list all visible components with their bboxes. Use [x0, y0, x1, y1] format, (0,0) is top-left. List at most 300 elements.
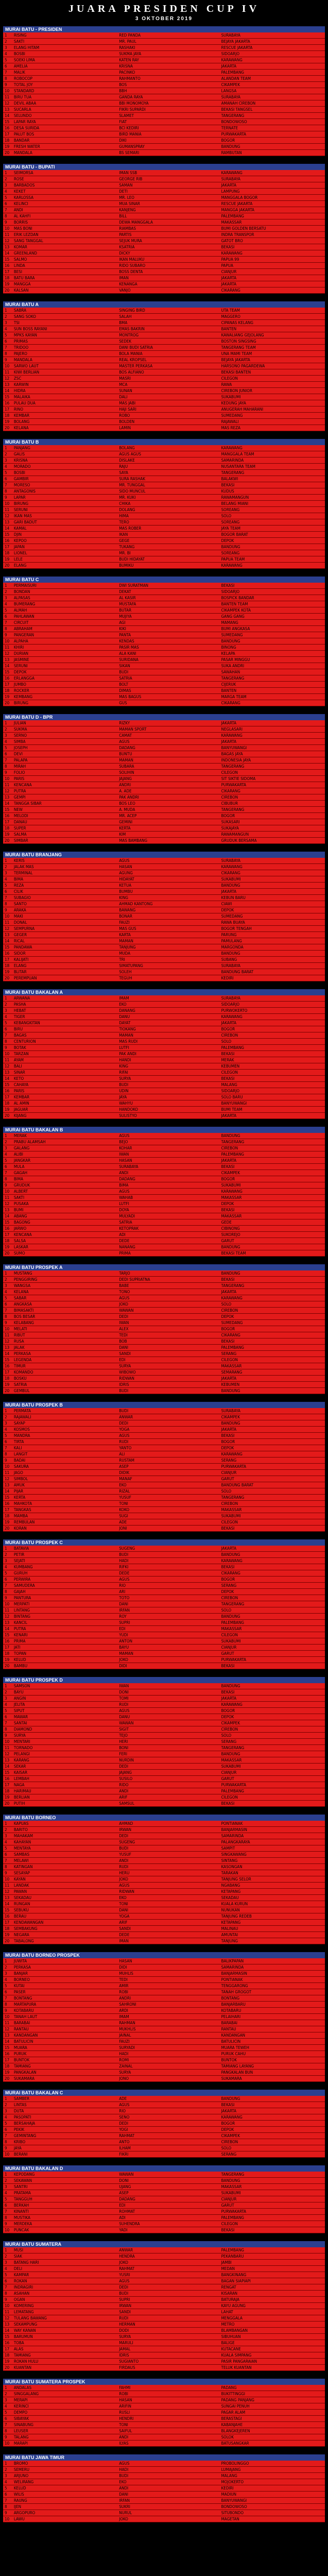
rank-cell: 4	[3, 2266, 12, 2272]
table-row	[3, 1158, 325, 1164]
bird-name-cell: KELUD	[12, 2485, 117, 2492]
team-cell: MARGONDA	[220, 944, 325, 951]
bird-name-cell: LIONEL	[12, 550, 117, 556]
bird-name-cell: KEMBAR	[12, 1094, 117, 1100]
bird-name-cell: LEGENDA	[12, 1357, 117, 1363]
team-cell: GARUT	[220, 1476, 325, 1482]
owner-cell: EDI	[117, 1626, 219, 1632]
team-cell: SUKOREJO	[220, 1232, 325, 1238]
owner-cell: KENDAS	[117, 638, 219, 645]
team-cell: NUSANTARA TEAM	[220, 464, 325, 470]
table-row	[3, 745, 325, 751]
table-row	[3, 1376, 325, 1382]
bird-name-cell: ARGOPURO	[12, 2510, 117, 2516]
team-cell: BANDUNG	[220, 544, 325, 550]
table-row	[3, 951, 325, 957]
bird-name-cell: SAMUDERA	[12, 1583, 117, 1589]
bird-name-cell: BANDAR	[12, 138, 117, 144]
rank-cell: 9	[3, 1870, 12, 1876]
table-row	[3, 589, 325, 595]
table-row	[3, 250, 325, 257]
rank-cell: 11	[3, 94, 12, 100]
bird-name-cell: MUARA	[12, 2045, 117, 2051]
section-title: MURAI BATU SUMATERA PROSPEK	[3, 2378, 325, 2385]
table-row	[3, 1513, 325, 1519]
bird-name-cell: MELATI	[12, 1326, 117, 1332]
rank-cell: 19	[3, 1657, 12, 1663]
table-row	[3, 1751, 325, 1757]
team-cell: CIREBON	[220, 1726, 325, 1733]
rank-cell: 19	[3, 1244, 12, 1250]
team-cell: JAKARTA	[220, 1427, 325, 1433]
bird-name-cell: MORESO	[12, 482, 117, 488]
bird-name-cell: KINANTI	[12, 2209, 117, 2215]
bird-name-cell: PAJERO	[12, 351, 117, 357]
table-row	[3, 1626, 325, 1632]
team-cell: BANTEN	[220, 688, 325, 694]
table-row	[3, 1433, 325, 1439]
rank-cell: 16	[3, 1913, 12, 1920]
team-cell: CILEGON	[220, 376, 325, 382]
bird-name-cell: SANTO	[12, 901, 117, 907]
table-row	[3, 963, 325, 969]
bird-name-cell: MANDALA	[12, 150, 117, 156]
bird-name-cell: SUMO	[12, 1250, 117, 1257]
bird-name-cell: CILIK	[12, 889, 117, 895]
bird-name-cell: DEVIL ABAA	[12, 100, 117, 107]
table-row	[3, 1420, 325, 1427]
bird-name-cell: MANDALA	[12, 357, 117, 363]
rank-cell: 8	[3, 901, 12, 907]
team-cell: CIKAMPEK	[220, 1170, 325, 1176]
table-row	[3, 182, 325, 189]
team-cell: KARAWANG	[220, 1189, 325, 1195]
bird-name-cell: PANGERAN	[12, 632, 117, 638]
bird-name-cell: SIDOR	[12, 951, 117, 957]
bird-name-cell: SEKAR	[12, 1764, 117, 1770]
table-row	[3, 1351, 325, 1357]
table-row	[3, 345, 325, 351]
table-row	[3, 651, 325, 657]
rank-cell: 14	[3, 526, 12, 532]
rank-cell: 8	[3, 2002, 12, 2008]
rank-cell: 3	[3, 1420, 12, 1427]
owner-cell: YUSRI	[117, 2272, 219, 2278]
owner-cell: KSATRIA	[117, 244, 219, 250]
table-row	[3, 2473, 325, 2479]
table-row	[3, 495, 325, 501]
bird-name-cell: TIMUR	[12, 1363, 117, 1369]
owner-cell: LAMIN	[117, 425, 219, 431]
team-cell: MALANG	[220, 1082, 325, 1088]
team-cell: SURABAYA	[220, 94, 325, 100]
team-cell: BEKASI	[220, 482, 325, 488]
team-cell: BANDUNG	[220, 144, 325, 150]
owner-cell: JONO	[117, 2076, 219, 2082]
bird-name-cell: SATRIA	[12, 1382, 117, 1388]
table-row	[3, 975, 325, 981]
rank-cell: 4	[3, 1289, 12, 1295]
team-cell: SOLO	[220, 513, 325, 519]
rank-cell: 12	[3, 376, 12, 382]
table-row	[3, 1051, 325, 1057]
table-row	[3, 320, 325, 326]
rank-cell: 20	[3, 838, 12, 844]
bird-name-cell: KUTAI	[12, 1983, 117, 1989]
section-title: MURAI BATU BRANJANG	[3, 851, 325, 858]
rank-cell: 7	[3, 2133, 12, 2139]
bird-name-cell: SAMBAS	[12, 1852, 117, 1858]
table-row	[3, 1745, 325, 1751]
team-cell: PASIR PANGARAIAN	[220, 2359, 325, 2365]
team-cell: SIDOARJO	[220, 51, 325, 57]
team-cell: RANTAU	[220, 2026, 325, 2032]
bird-name-cell: KAPUAS	[12, 1821, 117, 1827]
team-cell: SOLO BARU	[220, 1094, 325, 1100]
table-row	[3, 1526, 325, 1532]
table-row	[3, 969, 325, 975]
team-cell: TANGERANG	[220, 1601, 325, 1607]
bird-name-cell: ALBERT	[12, 1189, 117, 1195]
team-cell: CILEGON	[220, 1632, 325, 1638]
table-row	[3, 1595, 325, 1601]
results-table	[3, 1270, 325, 1394]
table-row	[3, 2498, 325, 2504]
bird-name-cell: KALSAN	[12, 287, 117, 294]
bird-name-cell: KATINGAN	[12, 1864, 117, 1870]
owner-cell: SUPRI	[117, 2297, 219, 2303]
table-row	[3, 2051, 325, 2057]
team-cell: JAKARTA	[220, 2108, 325, 2114]
team-cell: BUKITTINGGI	[220, 2391, 325, 2397]
owner-cell: AGUS	[117, 1295, 219, 1301]
table-row	[3, 1488, 325, 1495]
team-cell: CIKARANG	[220, 1570, 325, 1577]
owner-cell: CAMAT	[117, 733, 219, 739]
table-row	[3, 2340, 325, 2346]
owner-cell: EKO	[117, 1482, 219, 1488]
owner-cell: CHIKA	[117, 501, 219, 507]
section-gap	[0, 2447, 328, 2454]
team-cell: CIANJUR	[220, 1645, 325, 1651]
team-cell: BEKASI	[220, 1663, 325, 1669]
bird-name-cell: TIGER	[12, 1014, 117, 1020]
table-row	[3, 2260, 325, 2266]
owner-cell: DADANG	[117, 1176, 219, 1182]
bird-name-cell: KENARI	[12, 1632, 117, 1638]
owner-cell: TOMI	[117, 1696, 219, 1702]
table-row	[3, 2334, 325, 2340]
rank-cell: 16	[3, 1501, 12, 1507]
bird-name-cell: MENTAYA	[12, 1845, 117, 1852]
bird-name-cell: MARTAPURA	[12, 2002, 117, 2008]
team-cell: BOGOR	[220, 1708, 325, 1714]
team-cell: MOJOKERTO	[220, 2479, 325, 2485]
table-row	[3, 669, 325, 675]
bird-name-cell: BOSBI	[12, 470, 117, 476]
rank-cell: 5	[3, 2196, 12, 2202]
bird-name-cell: BAMBU	[12, 1663, 117, 1669]
bird-name-cell: LASKAR	[12, 1244, 117, 1250]
owner-cell: RAHMANTO	[117, 76, 219, 82]
owner-cell: DANI	[117, 2492, 219, 2498]
owner-cell: BCI KEDIRI	[117, 125, 219, 131]
team-cell: PALANGKARAYA	[220, 1839, 325, 1845]
team-cell: DEPOK	[220, 907, 325, 913]
bird-name-cell: RAJAWALI	[12, 1414, 117, 1420]
owner-cell: SAIFUL	[117, 2428, 219, 2434]
owner-cell: BOLA MANIA	[117, 351, 219, 357]
table-row	[3, 2172, 325, 2178]
table-row	[3, 1482, 325, 1488]
bird-name-cell: KELANA	[12, 425, 117, 431]
bird-name-cell: KEKET	[12, 189, 117, 195]
section-title: MURAI BATU BAKALAN D	[3, 2165, 325, 2172]
owner-cell: FIRDAUS	[117, 2365, 219, 2371]
rank-cell: 9	[3, 357, 12, 363]
rank-cell: 10	[3, 363, 12, 369]
team-cell: CIKARANG	[220, 788, 325, 794]
owner-cell: SUGI	[117, 1513, 219, 1519]
bird-name-cell: KAISAR	[12, 1770, 117, 1776]
team-cell: SUKABUMI	[220, 1513, 325, 1519]
bird-name-cell: MAMBA	[12, 1513, 117, 1519]
bird-name-cell: FOLIO	[12, 770, 117, 776]
team-cell: CILEGON	[220, 1519, 325, 1526]
table-row	[3, 739, 325, 745]
team-cell: TANJUNG SELOR	[220, 1876, 325, 1883]
owner-cell: RIO	[117, 1583, 219, 1589]
team-cell: SOLO	[220, 2145, 325, 2151]
rank-cell: 12	[3, 651, 12, 657]
team-cell: BEKASI	[220, 244, 325, 250]
table-row	[3, 2221, 325, 2227]
team-cell: BAGAN SIAPIAPI	[220, 2278, 325, 2284]
team-cell: SURABAYA	[220, 1408, 325, 1414]
team-cell: SURABAYA	[220, 32, 325, 39]
bird-name-cell: DEVI	[12, 751, 117, 757]
rank-cell: 17	[3, 544, 12, 550]
table-row	[3, 363, 325, 369]
owner-cell: A. MUDA	[117, 807, 219, 813]
table-row	[3, 338, 325, 345]
rank-cell: 15	[3, 1632, 12, 1638]
rank-cell: 18	[3, 1926, 12, 1932]
rank-cell: 7	[3, 895, 12, 901]
rank-cell: 9	[3, 907, 12, 913]
owner-cell: SATRIA	[117, 1219, 219, 1226]
rank-cell: 6	[3, 1714, 12, 1720]
section-title: MURAI BATU A	[3, 301, 325, 308]
owner-cell: BILL	[117, 213, 219, 219]
owner-cell: BOS	[117, 82, 219, 88]
rank-cell: 15	[3, 119, 12, 125]
rank-cell: 17	[3, 1094, 12, 1100]
table-row	[3, 1195, 325, 1201]
bird-name-cell: PALUT BOS	[12, 131, 117, 138]
table-row	[3, 1895, 325, 1901]
rank-cell: 3	[3, 2184, 12, 2190]
team-cell: CIJERUK	[220, 682, 325, 688]
section-gap	[0, 2082, 328, 2089]
bird-name-cell: JATI	[12, 1645, 117, 1651]
team-cell: AMANAH CIREBON	[220, 100, 325, 107]
owner-cell: DEDI	[117, 1833, 219, 1839]
owner-cell: DANI	[117, 1907, 219, 1913]
rank-cell: 4	[3, 2190, 12, 2196]
team-cell: MANGGA JAKARTA	[220, 207, 325, 213]
table-row	[3, 1145, 325, 1151]
owner-cell: BUDI	[117, 1845, 219, 1852]
bird-name-cell: PANDAWA	[12, 944, 117, 951]
bird-name-cell: PEREMPUAN	[12, 975, 117, 981]
owner-cell: BUDI	[117, 1408, 219, 1414]
table-row	[3, 920, 325, 926]
owner-cell: BUDI HIDAYAT	[117, 556, 219, 563]
rank-cell: 18	[3, 1238, 12, 1244]
rank-cell: 9	[3, 219, 12, 226]
table-row	[3, 751, 325, 757]
bird-name-cell: KEPODANG	[12, 2172, 117, 2178]
team-cell: INDONESIA JAYA	[220, 757, 325, 764]
bird-name-cell: MAS BONI	[12, 226, 117, 232]
rank-cell: 17	[3, 957, 12, 963]
rank-cell: 14	[3, 1626, 12, 1632]
bird-name-cell: ROKAN	[12, 2278, 117, 2284]
team-cell: SERANG	[220, 1458, 325, 1464]
table-row	[3, 1094, 325, 1100]
team-cell: GARUT	[220, 1776, 325, 1782]
rank-cell: 8	[3, 488, 12, 495]
owner-cell: MUSTAFA	[117, 601, 219, 607]
team-cell: GRUDUK BERSAMA	[220, 838, 325, 844]
rank-cell: 2	[3, 2178, 12, 2184]
owner-cell: SURYA	[117, 2070, 219, 2076]
table-row	[3, 801, 325, 807]
bird-name-cell: PANGKALAN	[12, 2070, 117, 2076]
bird-name-cell: AMUK	[12, 1482, 117, 1488]
team-cell: TANJUNG REDEB	[220, 1913, 325, 1920]
rank-cell: 8	[3, 2291, 12, 2297]
rank-cell: 5	[3, 1983, 12, 1989]
owner-cell: MARULI	[117, 2340, 219, 2346]
owner-cell: BS SEMARI	[117, 150, 219, 156]
team-cell: BEKASI	[220, 1689, 325, 1696]
rank-cell: 14	[3, 1076, 12, 1082]
rank-cell: 8	[3, 1176, 12, 1182]
team-cell: SERANG	[220, 1583, 325, 1589]
owner-cell: YADI	[117, 2227, 219, 2233]
bird-name-cell: GALANG	[12, 1145, 117, 1151]
bird-name-cell: TORNADO	[12, 1745, 117, 1751]
rank-cell: 7	[3, 2498, 12, 2504]
owner-cell: TERO	[117, 519, 219, 526]
bird-name-cell: TALANG	[12, 2434, 117, 2441]
owner-cell: PAK ANDRI	[117, 794, 219, 801]
team-cell: KUTACANE	[220, 2346, 325, 2352]
bird-name-cell: ERIK LEZDAN	[12, 232, 117, 238]
owner-cell: ALI	[117, 1451, 219, 1458]
table-row	[3, 1552, 325, 1558]
table-row	[3, 2121, 325, 2127]
owner-cell: EKO	[117, 1002, 219, 1008]
owner-cell: JAINAL	[117, 2032, 219, 2039]
rank-cell: 2	[3, 1689, 12, 1696]
table-row	[3, 1801, 325, 1807]
table-row	[3, 938, 325, 944]
rank-cell: 2	[3, 864, 12, 870]
table-row	[3, 1226, 325, 1232]
owner-cell: SURABAYA	[117, 1164, 219, 1170]
bird-name-cell: KAMAL	[12, 526, 117, 532]
team-cell: DEPOK	[220, 1201, 325, 1207]
rank-cell: 10	[3, 1189, 12, 1195]
rank-cell: 12	[3, 1338, 12, 1345]
table-row	[3, 2291, 325, 2297]
team-cell: CIKARANG	[220, 870, 325, 876]
table-row	[3, 1439, 325, 1445]
bird-name-cell: KIWI BERLIAN	[12, 369, 117, 376]
table-row	[3, 1733, 325, 1739]
rank-cell: 15	[3, 944, 12, 951]
team-cell: BEKASI TEAM	[220, 1250, 325, 1257]
table-row	[3, 2253, 325, 2260]
owner-cell: ANWAR	[117, 2247, 219, 2253]
bird-name-cell: ERLANGGA	[12, 675, 117, 682]
team-cell: BALIGE	[220, 2340, 325, 2346]
table-row	[3, 913, 325, 920]
owner-cell: MAMAN SPORT	[117, 726, 219, 733]
team-cell: GANG GANG	[220, 614, 325, 620]
bird-name-cell: MAHKOTA	[12, 1501, 117, 1507]
table-row	[3, 413, 325, 419]
team-cell: KARAWANG	[220, 1295, 325, 1301]
bird-name-cell: MORADO	[12, 464, 117, 470]
owner-cell: DEWA MANGGALA	[117, 219, 219, 226]
owner-cell: EDI	[117, 1357, 219, 1363]
owner-cell: TEDI	[117, 1977, 219, 1983]
bird-name-cell: BANJAR	[12, 1971, 117, 1977]
rank-cell: 17	[3, 269, 12, 275]
rank-cell: 1	[3, 995, 12, 1002]
rank-cell: 10	[3, 2441, 12, 2447]
table-row	[3, 2190, 325, 2196]
rank-cell: 5	[3, 57, 12, 63]
section-title: MURAI BATU D - BPR	[3, 714, 325, 720]
owner-cell: TARJO	[117, 1270, 219, 1277]
bird-name-cell: BAGONG	[12, 1219, 117, 1226]
team-cell: PADANG	[220, 2385, 325, 2391]
table-row	[3, 932, 325, 938]
team-cell: SOLO	[220, 1301, 325, 1308]
bird-name-cell: REMBULAN	[12, 1519, 117, 1526]
team-cell: RENGAT	[220, 2284, 325, 2291]
team-cell: BEKASI	[220, 583, 325, 589]
rank-cell: 8	[3, 2428, 12, 2434]
results-section	[3, 1814, 325, 1944]
bird-name-cell: KEBANGKITAN	[12, 1020, 117, 1026]
rank-cell: 3	[3, 1558, 12, 1564]
table-row	[3, 394, 325, 400]
bird-name-cell: TAMIANG	[12, 2352, 117, 2359]
team-cell: SURABAYA	[220, 963, 325, 969]
rank-cell: 12	[3, 1751, 12, 1757]
table-row	[3, 1645, 325, 1651]
owner-cell: SUKMA JAYA	[117, 51, 219, 57]
bird-name-cell: JANGKAR	[12, 1158, 117, 1164]
team-cell: TELUK KUANTAN	[220, 2365, 325, 2371]
rank-cell: 6	[3, 1301, 12, 1308]
